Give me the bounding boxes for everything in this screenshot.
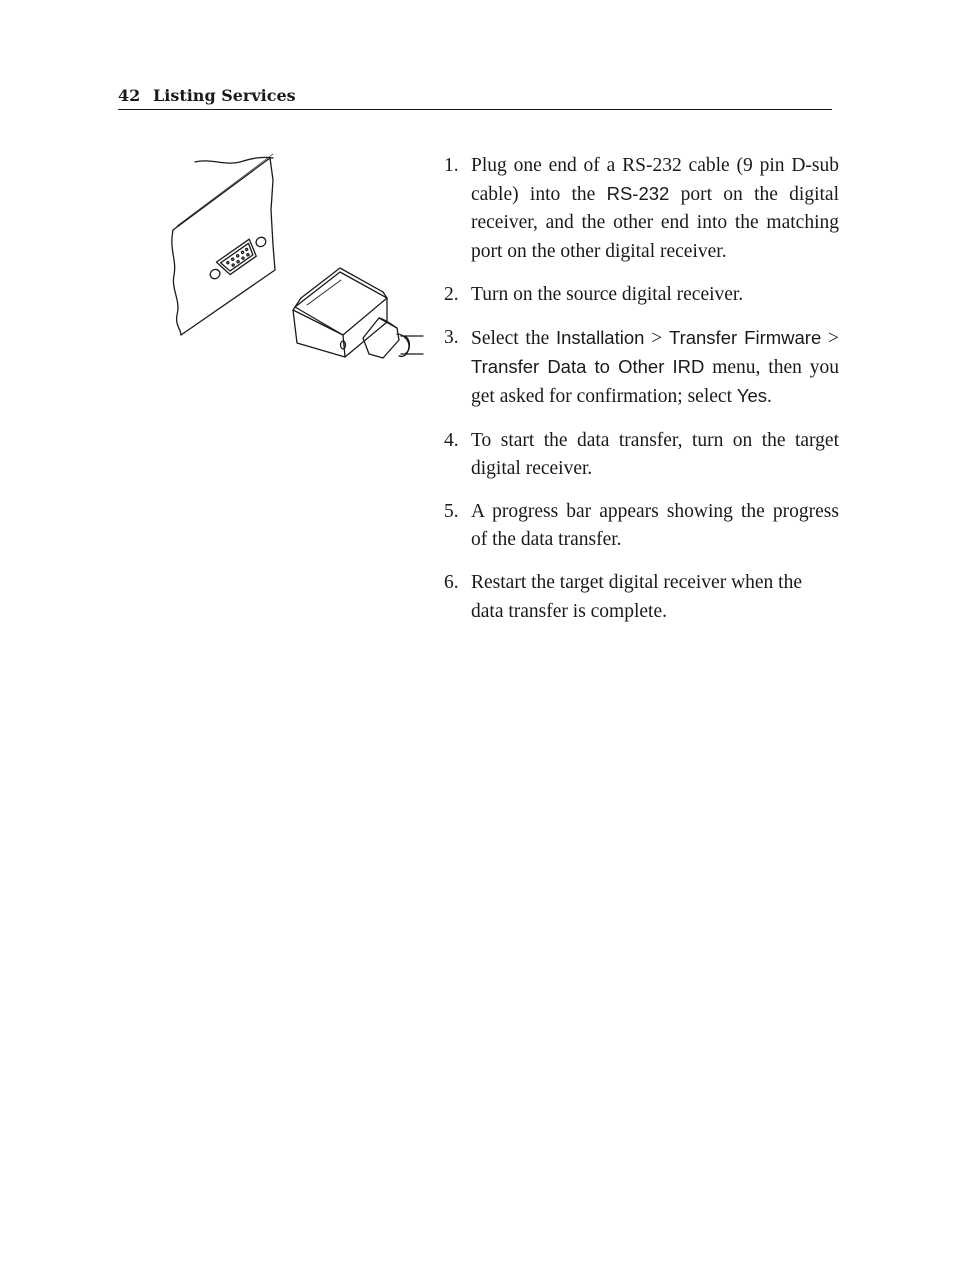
menu-installation: Installation <box>555 327 645 349</box>
list-item <box>444 569 839 625</box>
list-item <box>444 498 839 554</box>
list-item <box>444 152 839 266</box>
step-text: Restart the target digital receiver when the data transfer is complete. <box>471 572 803 622</box>
step-text: . <box>767 386 772 408</box>
menu-transfer-data: Transfer Data to Other IRD <box>471 356 705 378</box>
menu-separator: > <box>821 328 840 350</box>
step-number: 2. <box>444 283 459 305</box>
page-number: 42 <box>118 86 141 105</box>
step-text: Select the <box>471 328 556 350</box>
option-yes: Yes <box>736 385 768 407</box>
step-text: Turn on the source digital receiver. <box>471 283 744 305</box>
step-text: Plug one end of a RS-232 cable (9 pin D-sub cable) into the <box>471 155 839 206</box>
transfer-steps-list <box>444 152 839 641</box>
step-number: 6. <box>444 572 459 594</box>
step-text: To start the data transfer, turn on the target digital receiver. <box>471 429 839 479</box>
port-name: RS-232 <box>606 183 670 205</box>
step-number: 3. <box>444 327 459 349</box>
step-number: 4. <box>444 429 459 451</box>
step-number: 1. <box>444 155 459 176</box>
menu-separator: > <box>644 328 669 350</box>
list-item <box>444 427 839 483</box>
step-number: 5. <box>444 501 459 523</box>
menu-transfer-firmware: Transfer Firmware <box>668 327 822 349</box>
step-text: menu, then you get asked for confirmation; select <box>471 357 839 408</box>
list-item <box>444 324 839 412</box>
step-text: port on the digital receiver, and the other end into the matching port on the other digital receiver. <box>471 184 839 262</box>
running-header <box>118 86 832 110</box>
section-title: Listing Services <box>153 86 296 105</box>
list-item <box>444 281 839 309</box>
rs232-connector-illustration-icon <box>165 150 425 365</box>
step-text: A progress bar appears showing the progress of the data transfer. <box>471 501 839 551</box>
